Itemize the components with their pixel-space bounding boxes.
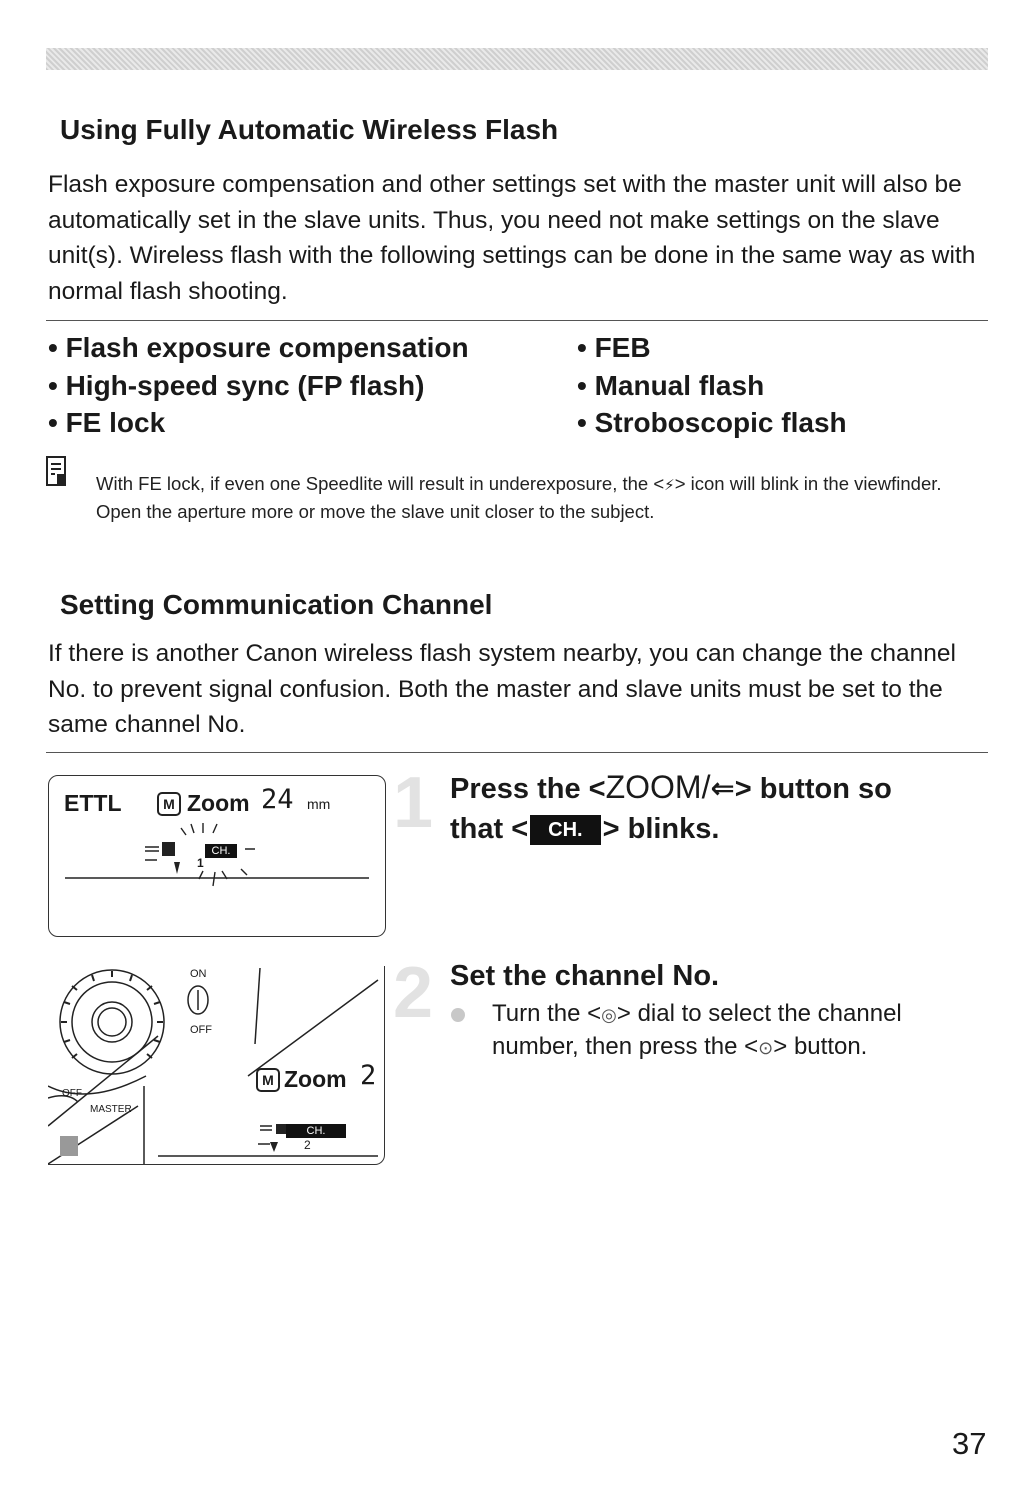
fe-lock-note: With FE lock, if even one Speedlite will result in underexposure, the <⚡> icon will blink in the viewfinder. Open the aperture more or move the slave unit closer to the subject. xyxy=(96,473,942,522)
manual-badge-icon: M xyxy=(157,792,181,816)
step-2-title: Set the channel No. xyxy=(450,960,720,992)
divider xyxy=(46,320,988,321)
note-icon xyxy=(46,456,66,486)
set-button-icon: ⊙ xyxy=(758,1038,774,1058)
section-body-wireless-flash: Flash exposure compensation and other settings set with the master unit will also be automatically set in the slave units. Thus, you need not make settings on the slave unit(s). Wireless flash with the following settings can be done in the same way as with normal flash shooting. xyxy=(48,171,976,305)
divider xyxy=(46,752,988,753)
mode-master-label: MASTER xyxy=(90,1104,132,1115)
lcd-channel-badge: CH. xyxy=(205,844,237,858)
lcd-zoom-label: Zoom xyxy=(187,790,250,816)
list-item: • Stroboscopic flash xyxy=(577,407,847,438)
lcd-zoom-label: Zoom xyxy=(284,1066,347,1092)
lcd-zoom-value: 24 xyxy=(261,784,294,815)
lcd-ettl: ETTL xyxy=(64,790,122,816)
lcd-panel-channel-blink xyxy=(48,775,386,937)
mode-off-label: OFF xyxy=(62,1088,82,1099)
list-item: • Flash exposure compensation xyxy=(48,332,469,363)
lcd-channel-value: 1 xyxy=(197,856,204,870)
step-number-1: 1 xyxy=(393,763,434,843)
lcd-channel-value: 2 xyxy=(304,1138,311,1152)
list-item: • Manual flash xyxy=(577,369,765,401)
quick-control-dial-icon: ◎ xyxy=(601,1005,617,1025)
flash-icon: ⚡ xyxy=(664,477,675,494)
switch-off-label: OFF xyxy=(190,1024,212,1036)
section-title-wireless-flash: Using Fully Automatic Wireless Flash xyxy=(60,114,559,145)
lcd-unit: mm xyxy=(307,796,331,812)
wireless-icon: ⇐ xyxy=(710,773,735,805)
step-1-instruction: Press the <ZOOM/⇐> button so that < CH. > blinks. xyxy=(450,769,892,845)
switch-on-label: ON xyxy=(190,968,207,980)
lcd-blink-marks xyxy=(49,776,385,936)
lcd-channel-badge: CH. xyxy=(286,1124,346,1138)
section-title-channel: Setting Communication Channel xyxy=(60,589,493,620)
settings-list-left xyxy=(48,329,469,442)
channel-icon: CH. xyxy=(530,815,600,845)
section-body-channel: If there is another Canon wireless flash system nearby, you can change the channel No. to prevent signal confusion. Both the master and slave units must be set to the same channel No. xyxy=(48,640,956,738)
bullet-icon xyxy=(451,1008,465,1022)
flash-control-illustration xyxy=(48,966,385,1165)
step-number-2: 2 xyxy=(393,953,434,1033)
step-2-description: Turn the <◎> dial to select the channel number, then press the <⊙> button. xyxy=(492,1000,902,1060)
settings-list-right xyxy=(577,329,847,442)
page-number: 37 xyxy=(952,1426,987,1461)
list-item: • FE lock xyxy=(48,407,166,438)
header-pattern-bar xyxy=(46,48,988,70)
lcd-zoom-value: 2 xyxy=(360,1060,377,1091)
list-item: • FEB xyxy=(577,332,651,363)
manual-badge-icon: M xyxy=(256,1068,280,1092)
zoom-word: ZOOM xyxy=(605,769,702,805)
list-item: • High-speed sync (FP flash) xyxy=(48,369,425,401)
